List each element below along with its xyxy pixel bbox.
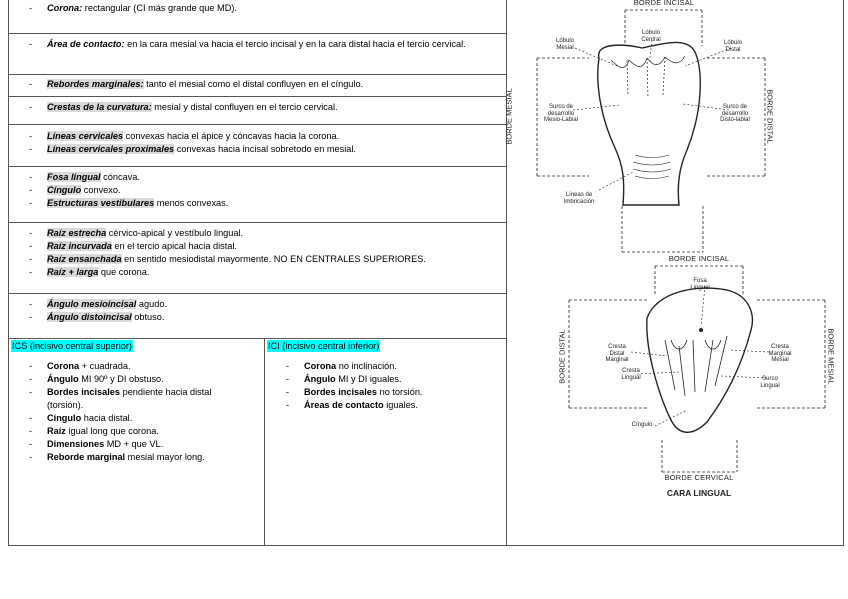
list-item: - Cíngulo hacia distal. [29, 413, 133, 423]
lobulo-distal-label: Lóbulo Distal [723, 40, 743, 53]
list-item: - Líneas cervicales proximales convexas hacia incisal sobretodo en mesial. [29, 144, 356, 154]
top-borde-mesial-label: BORDE MESIAL [504, 88, 514, 145]
list-item: - Ángulo mesioincisal agudo. [29, 299, 167, 309]
list-item: - Crestas de la curvatura: mesial y distal confluyen en el tercio cervical. [29, 102, 338, 112]
cresta-lingual-label: Cresta Lingual [621, 368, 641, 381]
list-item: - Corona no inclinación. [286, 361, 397, 371]
row-divider [8, 338, 506, 339]
top-borde-incisal-label: BORDE INCISAL [633, 0, 695, 7]
bottom-borde-distal-label: BORDE DISTAL [557, 329, 567, 384]
row-crestas [9, 101, 506, 114]
list-item: - Raíz ensanchada en sentido mesiodistal mayormente. NO EN CENTRALES SUPERIORES. [29, 254, 426, 264]
list-item: - Ángulo MI y DI iguales. [286, 374, 402, 384]
row-divider [8, 293, 506, 294]
tooth-figures [504, 0, 844, 546]
lingual-view-drawing [569, 266, 825, 472]
surco-lingual-label: Surco Lingual [760, 376, 780, 389]
row-raiz [9, 227, 506, 279]
lobulo-central-label: Lóbulo Central [641, 30, 661, 43]
list-item: - Fosa lingual cóncava. [29, 172, 140, 182]
list-item: - Dimensiones MD + que VL. [29, 439, 164, 449]
row-divider [8, 33, 506, 34]
row-lineas-cervicales [9, 130, 506, 156]
list-item: - Rebordes marginales: tanto el mesial como el distal confluyen en el cíngulo. [29, 79, 364, 89]
cingulo-label: Cíngulo [631, 422, 653, 428]
ics-title: ICS (incisivo central superior) [12, 341, 132, 351]
list-item: - Ángulo distoincisal obtuso. [29, 312, 165, 322]
list-item: - Corona: rectangular (CI más grande que MD). [29, 3, 237, 13]
list-item: - Reborde marginal mesial mayor long. [29, 452, 205, 462]
row-rebordes [9, 78, 506, 91]
list-item: - Raíz estrecha cérvico-apical y vestíbulo lingual. [29, 228, 244, 238]
cara-lingual-label: CARA LINGUAL [666, 488, 732, 498]
list-item: - Bordes incisales no torsión. [286, 387, 423, 397]
bottom-borde-incisal-label: BORDE INCISAL [668, 254, 730, 263]
row-angulos [9, 298, 506, 324]
surco-disto-labial-label: Surco de desarrollo Disto-labial [720, 104, 750, 123]
bottom-borde-mesial-label: BORDE MESIAL [826, 328, 836, 385]
row-divider [8, 74, 506, 75]
top-borde-distal-label: BORDE DISTAL [765, 89, 775, 144]
list-item: - Áreas de contacto iguales. [286, 400, 418, 410]
row-area-contacto [9, 38, 489, 51]
list-item: - Cíngulo convexo. [29, 185, 121, 195]
list-item: - Raíz + larga que corona. [29, 267, 150, 277]
borde-cervical-label: BORDE CERVICAL [664, 473, 734, 482]
surco-mesio-labial-label: Surco de desarrollo Mesio-Labial [543, 104, 579, 123]
ics-section [9, 340, 263, 464]
row-divider [8, 166, 506, 167]
row-divider [8, 124, 506, 125]
list-item: - Ángulo MI 90º y DI obstuso. [29, 374, 164, 384]
list-item: - Raíz igual long que corona. [29, 426, 159, 436]
cresta-mesial-label: Cresta Marginal Mesial [768, 344, 792, 363]
list-item: - Raíz incurvada en el tercio apical hacia distal. [29, 241, 237, 251]
list-item: - Área de contacto: en la cara mesial va hacia el tercio incisal y en la cara distal hacia el tercio cervical. [29, 39, 466, 49]
row-divider [8, 96, 506, 97]
row-fosa-lingual [9, 171, 506, 210]
lobulo-mesial-label: Lóbulo Mesial [555, 38, 575, 51]
tooth-diagrams [504, 0, 844, 546]
ici-section [266, 340, 505, 412]
row-divider [8, 222, 506, 223]
list-item: - Corona + cuadrada. [29, 361, 131, 371]
row-corona [9, 2, 506, 15]
subcolumn-divider [264, 338, 265, 546]
list-item: - Bordes incisales pendiente hacia distal (torsión). [29, 387, 212, 410]
list-item: - Estructuras vestibulares menos convexas. [29, 198, 229, 208]
lineas-imbricacion-label: Líneas de Imbricación [563, 192, 595, 205]
fosa-lingual-label: Fosa Lingual [690, 278, 710, 291]
list-item: - Líneas cervicales convexas hacia el ápice y cóncavas hacia la corona. [29, 131, 340, 141]
cresta-distal-label: Cresta Distal Marginal [605, 344, 629, 363]
ici-title: ICI (incisivo central inferior) [268, 341, 380, 351]
